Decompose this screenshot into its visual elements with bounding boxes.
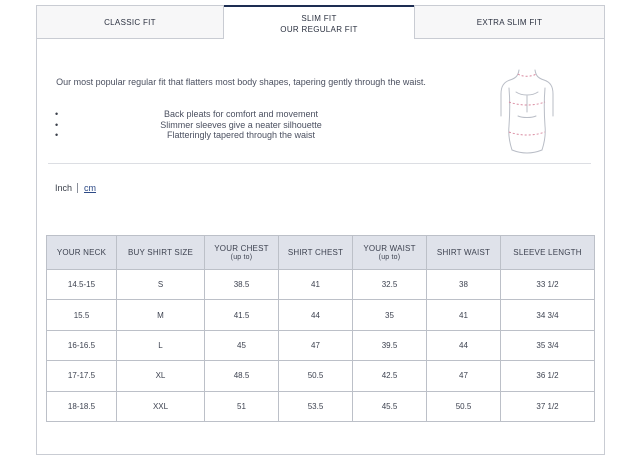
table-cell: 15.5 (47, 300, 117, 330)
tab-sublabel: OUR REGULAR FIT (280, 24, 358, 34)
section-divider (48, 163, 591, 164)
table-cell: 41.5 (205, 300, 279, 330)
table-cell: 14.5-15 (47, 270, 117, 300)
column-header (47, 236, 117, 270)
table-header-row (47, 236, 595, 270)
unit-inch[interactable]: Inch (55, 183, 73, 193)
column-header (353, 236, 427, 270)
table-cell: 38 (427, 270, 501, 300)
column-header (117, 236, 205, 270)
table-cell: 35 3/4 (501, 330, 595, 360)
header-label: BUY SHIRT SIZE (127, 248, 194, 257)
table-cell: 39.5 (353, 330, 427, 360)
table-cell: M (117, 300, 205, 330)
table-cell: 53.5 (279, 391, 353, 421)
table-cell: 50.5 (427, 391, 501, 421)
header-label: SHIRT CHEST (287, 248, 344, 257)
table-cell: 41 (427, 300, 501, 330)
table-cell: 51 (205, 391, 279, 421)
unit-separator (77, 183, 78, 193)
table-cell: 44 (279, 300, 353, 330)
table-cell: 33 1/2 (501, 270, 595, 300)
tab-classic-fit[interactable] (36, 5, 224, 39)
table-cell: 42.5 (353, 361, 427, 391)
size-table (46, 235, 595, 422)
table-cell: 16-16.5 (47, 330, 117, 360)
list-item: • Back pleats for comfort and movement (55, 109, 427, 120)
table-cell: 36 1/2 (501, 361, 595, 391)
table-cell: 44 (427, 330, 501, 360)
table-row (47, 270, 595, 300)
table-cell: 34 3/4 (501, 300, 595, 330)
neck-measure-marker (518, 74, 536, 76)
table-cell: 32.5 (353, 270, 427, 300)
table-row (47, 391, 595, 421)
tab-label: CLASSIC FIT (104, 17, 156, 27)
tab-label: SLIM FIT (301, 13, 337, 23)
column-header (205, 236, 279, 270)
table-cell: 35 (353, 300, 427, 330)
table-cell: 48.5 (205, 361, 279, 391)
table-cell: S (117, 270, 205, 300)
tab-extra-slim-fit[interactable] (414, 5, 605, 39)
header-label: YOUR CHEST (214, 243, 269, 253)
table-cell: 45.5 (353, 391, 427, 421)
table-cell: 18-18.5 (47, 391, 117, 421)
table-cell: 47 (427, 361, 501, 391)
table-cell: 47 (279, 330, 353, 360)
table-row (47, 330, 595, 360)
table-cell: 17-17.5 (47, 361, 117, 391)
table-cell: 41 (279, 270, 353, 300)
header-label: YOUR WAIST (363, 243, 416, 253)
table-cell: 50.5 (279, 361, 353, 391)
table-cell: XL (117, 361, 205, 391)
header-sublabel: (up to) (378, 253, 401, 261)
table-cell: 45 (205, 330, 279, 360)
header-label: SLEEVE LENGTH (513, 248, 582, 257)
table-row (47, 300, 595, 330)
tab-label: EXTRA SLIM FIT (476, 17, 543, 27)
header-sublabel: (up to) (230, 253, 253, 261)
fit-description: Our most popular regular fit that flatters most body shapes, tapering gently through the waist. (56, 77, 426, 87)
header-label: SHIRT WAIST (436, 248, 491, 257)
table-cell: 37 1/2 (501, 391, 595, 421)
tab-slim-fit[interactable] (224, 5, 414, 40)
feature-list (55, 109, 427, 141)
column-header (501, 236, 595, 270)
table-row (47, 361, 595, 391)
torso-measurement-icon (496, 66, 558, 154)
waist-measure-marker (509, 132, 545, 135)
list-item: • Flatteringly tapered through the waist (55, 130, 427, 141)
header-label: YOUR NECK (56, 248, 107, 257)
list-item: • Slimmer sleeves give a neater silhouette (55, 120, 427, 131)
table-cell: L (117, 330, 205, 360)
unit-toggle (55, 183, 96, 193)
column-header (279, 236, 353, 270)
column-header (427, 236, 501, 270)
unit-cm-link[interactable]: cm (84, 183, 97, 193)
fit-tabs (36, 5, 605, 39)
table-cell: XXL (117, 391, 205, 421)
table-cell: 38.5 (205, 270, 279, 300)
